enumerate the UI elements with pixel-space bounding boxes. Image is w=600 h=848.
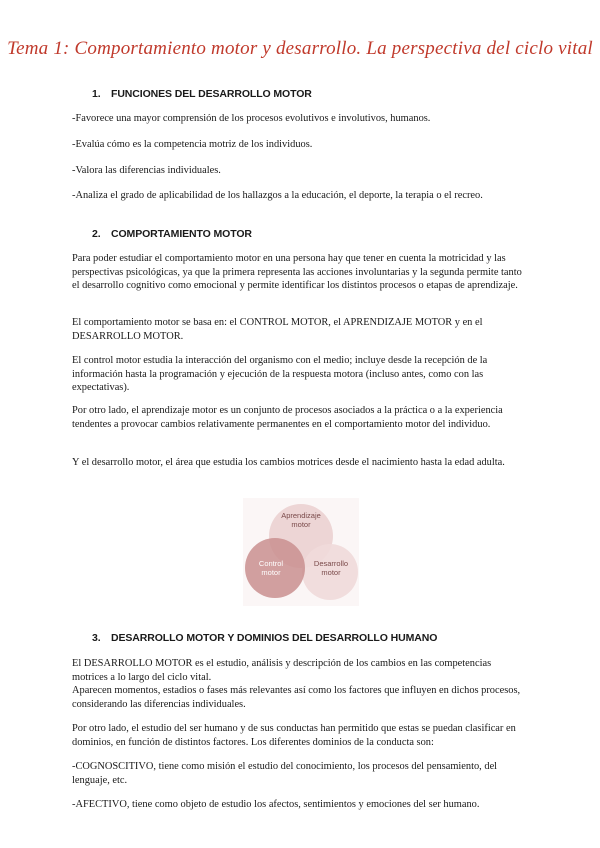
paragraph: -COGNOSCITIVO, tiene como misión el estudio del conocimiento, los procesos del pensamiento, del lenguaje, etc. [72,761,498,786]
section-title: COMPORTAMIENTO MOTOR [111,228,252,240]
paragraph: -Favorece una mayor comprensión de los procesos evolutivos e involutivos, humanos. [72,113,431,124]
paragraph: -Valora las diferencias individuales. [72,165,221,176]
label-aprendizaje-2: motor [291,520,311,529]
page-title: Tema 1: Comportamiento motor y desarrollo. La perspectiva del ciclo vital [7,38,593,59]
label-control-2: motor [261,568,281,577]
label-desarrollo-1: Desarrollo [313,559,349,568]
paragraph: -AFECTIVO, tiene como objeto de estudio los afectos, sentimientos y emociones del ser humano. [72,799,480,810]
label-control-1: Control [258,559,284,568]
paragraph: -Evalúa cómo es la competencia motriz de los individuos. [72,139,313,150]
section-number: 3. [92,632,101,644]
section-title: FUNCIONES DEL DESARROLLO MOTOR [111,88,312,100]
paragraph: Para poder estudiar el comportamiento motor en una persona hay que tener en cuenta la motricidad y las perspectivas psicológicas, ya que la primera representa las acciones involuntarias y la segunda permite tanto el desarrollo cognitivo como emocional y permite identificar los distintos procesos o etapas de aprendizaje. [72,253,522,291]
section-1-heading [92,88,312,100]
paragraph: Y el desarrollo motor, el área que estudia los cambios motrices desde el nacimiento hasta la edad adulta. [72,457,505,468]
venn-diagram [243,498,359,606]
paragraph: Por otro lado, el estudio del ser humano y de sus conductas han permitido que estas se puedan clasificar en dominios, en función de distintos factores. Los diferentes dominios de la conducta son: [72,723,516,748]
paragraph: Aparecen momentos, estadios o fases más relevantes así como los factores que influyen en dichos procesos, considerando las diferencias individuales. [72,685,521,710]
paragraph: -Analiza el grado de aplicabilidad de los hallazgos a la educación, el deporte, la terapia o el recreo. [72,190,483,201]
label-desarrollo-2: motor [321,568,341,577]
section-number: 2. [92,228,101,240]
section-title: DESARROLLO MOTOR Y DOMINIOS DEL DESARROLLO HUMANO [111,632,438,644]
section-2-heading [92,228,252,240]
label-aprendizaje-1: Aprendizaje [281,511,321,520]
paragraph: El comportamiento motor se basa en: el CONTROL MOTOR, el APRENDIZAJE MOTOR y en el DESARROLLO MOTOR. [72,317,483,342]
paragraph: El DESARROLLO MOTOR es el estudio, análisis y descripción de los cambios en las competencias motrices a lo largo del ciclo vital. [72,658,492,683]
paragraph: El control motor estudia la interacción del organismo con el medio; incluye desde la recepción de la información hasta la programación y ejecución de la respuesta motora (incluso antes, como con las expectativas). [72,355,488,393]
paragraph: Por otro lado, el aprendizaje motor es un conjunto de procesos asociados a la práctica o a la experiencia tendentes a provocar cambios relativamente permanentes en el comportamiento motor del individuo. [72,405,503,430]
section-number: 1. [92,88,101,100]
section-3-heading [92,632,437,644]
